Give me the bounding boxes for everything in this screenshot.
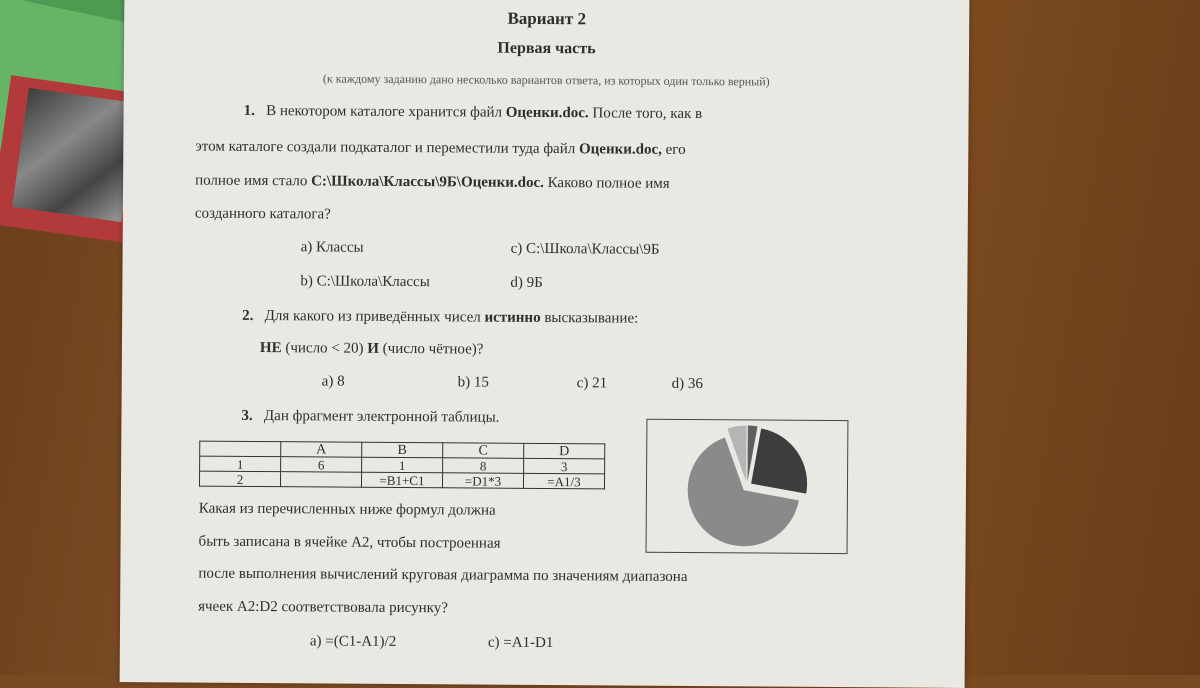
q1-file-name: Оценки.doc. <box>505 104 589 122</box>
table-header-cell: B <box>362 442 443 458</box>
q1-text-2c: его <box>661 141 686 158</box>
q2-cond-1: (число < 20) <box>281 340 368 357</box>
q2-text-1a: Для какого из приведённых чисел <box>264 308 485 326</box>
q2-option-d: d) 36 <box>671 375 704 393</box>
table-header-cell: C <box>443 443 524 459</box>
table-cell: =B1+C1 <box>361 472 442 488</box>
table-cell: 2 <box>199 471 280 487</box>
q2-true-word: истинно <box>484 309 541 326</box>
instruction-note: (к каждому заданию дано несколько вариантов ответа, из которых один только верный) <box>322 71 770 89</box>
q1-option-b: b) C:\Школа\Классы <box>300 273 430 291</box>
q1-text-1a: В некотором каталоге хранится файл <box>266 103 506 121</box>
q1-option-c: c) C:\Школа\Классы\9Б <box>510 240 660 258</box>
q2-text-1c: высказывание: <box>540 309 639 327</box>
variant-title: Вариант 2 <box>507 8 587 29</box>
q1-text-2a: этом каталоге создали подкаталог и переместили туда файл <box>195 138 580 158</box>
q1-option-d: d) 9Б <box>510 274 543 291</box>
exam-sheet <box>120 0 970 688</box>
q2-number: 2. <box>242 307 254 324</box>
table-cell: 3 <box>524 458 605 474</box>
q3-line-1: Какая из перечисленных ниже формул должна <box>198 500 496 519</box>
q2-cond-2: (число чётное)? <box>378 340 484 358</box>
pie-chart <box>647 420 848 553</box>
table-cell <box>280 472 361 488</box>
q1-text-3a: полное имя стало <box>195 172 312 190</box>
q3-option-a: a) =(C1-A1)/2 <box>309 633 397 650</box>
pie-slice <box>751 428 807 493</box>
q1-line-4: созданного каталога? <box>194 205 331 223</box>
table-cell: 8 <box>443 458 524 474</box>
q2-not: НЕ <box>259 340 282 357</box>
spreadsheet-fragment <box>199 441 605 490</box>
table-cell: =D1*3 <box>442 473 523 489</box>
book-photo-cover <box>12 88 138 222</box>
q2-option-c: c) 21 <box>576 375 608 392</box>
q1-line-1 <box>244 103 703 123</box>
q3-line-intro <box>241 408 499 427</box>
q1-line-3 <box>195 173 670 193</box>
q1-text-1c: После того, как в <box>588 105 703 123</box>
part-title: Первая часть <box>497 39 596 58</box>
q1-full-path: C:\Школа\Классы\9Б\Оценки.doc. <box>311 173 544 191</box>
q1-number: 1. <box>243 102 255 119</box>
q2-line-2 <box>260 340 484 359</box>
q2-and: И <box>367 340 380 357</box>
table-header-cell <box>200 441 281 457</box>
q1-option-a: a) Классы <box>300 239 364 256</box>
q1-line-2 <box>195 139 685 159</box>
table-cell: 1 <box>362 457 443 473</box>
q1-file-name-2: Оценки.doc, <box>578 141 662 158</box>
q3-number: 3. <box>241 407 253 424</box>
pie-chart-figure <box>646 419 849 554</box>
document-content <box>120 0 970 688</box>
q2-option-b: b) 15 <box>457 374 490 391</box>
q2-line-1 <box>242 308 638 328</box>
table-cell: 1 <box>200 456 281 472</box>
table-header-cell: A <box>281 442 362 458</box>
q3-line-2: быть записана в ячейке A2, чтобы построенная <box>198 533 501 552</box>
q3-line-3: после выполнения вычислений круговая диаграмма по значениям диапазона <box>198 565 688 586</box>
table-cell: 6 <box>281 457 362 473</box>
table-cell: =A1/3 <box>523 473 604 489</box>
q3-line-4: ячеек A2:D2 соответствовала рисунку? <box>198 598 448 617</box>
table-header-cell: D <box>524 443 605 459</box>
q1-text-3c: Каково полное имя <box>543 174 670 192</box>
table-row <box>199 471 604 489</box>
q3-option-c: c) =A1-D1 <box>487 634 554 652</box>
q2-option-a: a) 8 <box>321 373 345 390</box>
q3-intro: Дан фрагмент электронной таблицы. <box>263 408 500 426</box>
